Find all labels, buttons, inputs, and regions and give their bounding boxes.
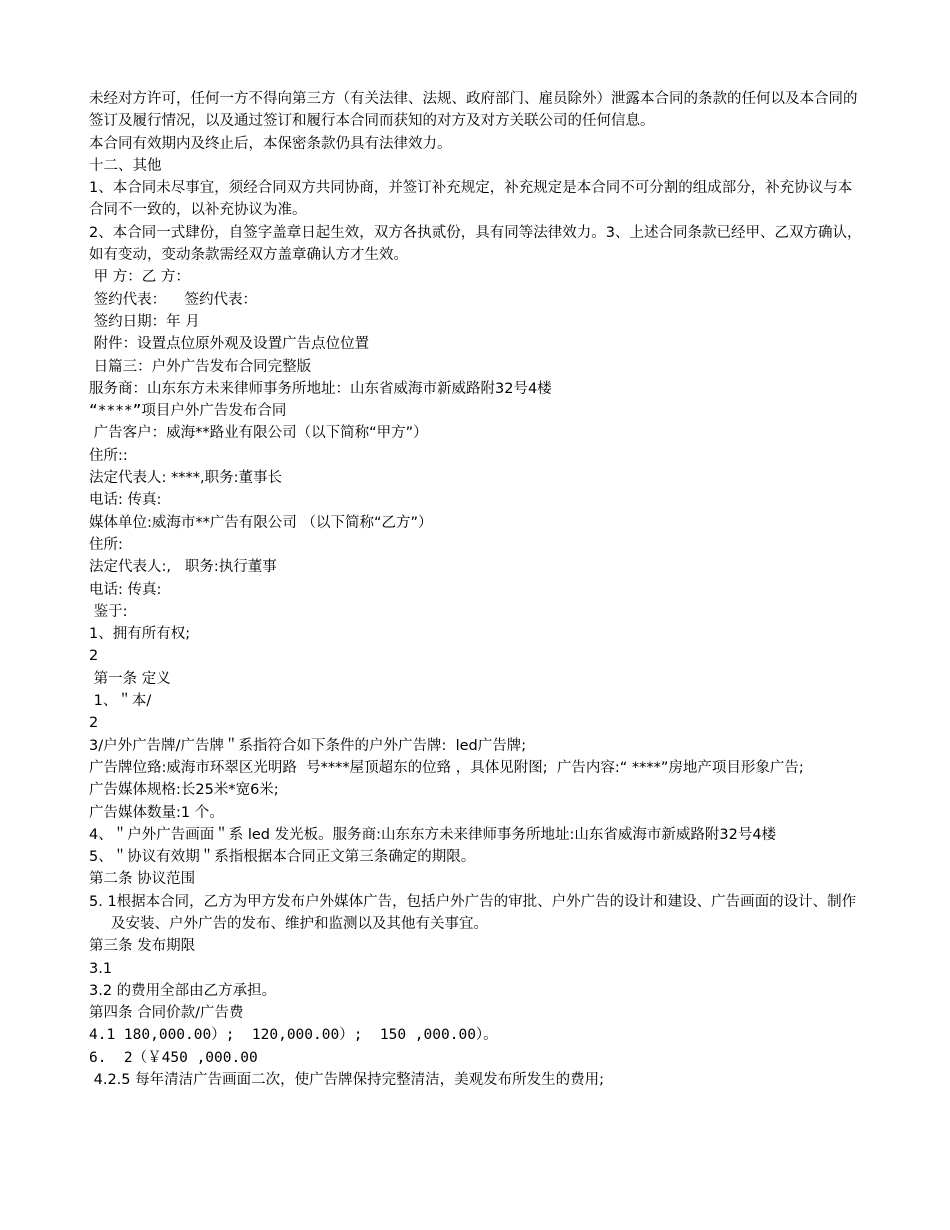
definition-item-1: 1、＂本/ bbox=[89, 693, 152, 710]
media-unit-line: 媒体单位:威海市**广告有限公司 （以下简称“乙方”） bbox=[89, 514, 433, 531]
billboard-location: 广告牌位臵:威海市环翠区光明路 号****屋顶超东的位臵 ，具体见附图; 广告内容:“ ****”房地产项目形象广告; bbox=[89, 759, 804, 776]
service-provider-line: 服务商：山东东方未来律师事务所地址：山东省威海市新威路附32号4楼 bbox=[89, 380, 552, 397]
definition-item-5: 5、＂协议有效期＂系指根据本合同正文第三条确定的期限。 bbox=[89, 849, 476, 866]
cleaning-clause: 4.2.5 每年清洁广告画面二次，使广告牌保持完整清洁，美观发布所发生的费用; bbox=[89, 1072, 604, 1089]
price-total: 6. 2（￥450 ,000.00 bbox=[89, 1049, 258, 1066]
whereas-item-2: 2 bbox=[89, 648, 99, 665]
client-address: 住所:: bbox=[89, 447, 128, 464]
media-address: 住所: bbox=[89, 536, 123, 553]
media-spec: 广告媒体规格:长25米*宽6米; bbox=[89, 782, 279, 799]
article-two-heading: 第二条 协议范围 bbox=[89, 871, 196, 888]
media-phone-fax: 电话: 传真: bbox=[89, 581, 162, 598]
client-legal-rep: 法定代表人: ****,职务:董事长 bbox=[89, 470, 282, 487]
definition-item-3: 3/户外广告牌/广告牌＂系指符合如下条件的户外广告牌: led广告牌; bbox=[89, 737, 527, 754]
contract-title: “****”项目户外广告发布合同 bbox=[89, 403, 287, 420]
other-clause-1: 1、本合同未尽事宜，须经合同双方共同协商，并签订补充规定，补充规定是本合同不可分割的组成部分，补充协议与本合同不一致的，以补充协议为准。 bbox=[89, 180, 853, 219]
media-legal-rep: 法定代表人:, 职务:执行董事 bbox=[89, 559, 277, 576]
party-line: 甲 方：乙 方： bbox=[89, 269, 190, 286]
definition-item-4: 4、＂户外广告画面＂系 led 发光板。服务商:山东东方未来律师事务所地址:山东省威海市新威路附32号4楼 bbox=[89, 826, 777, 843]
term-item-3-1: 3.1 bbox=[89, 960, 113, 977]
article-one-heading: 第一条 定义 bbox=[89, 670, 171, 687]
whereas-item-1: 1、拥有所有权; bbox=[89, 626, 191, 643]
scope-clause: 5. 1根据本合同，乙方为甲方发布户外媒体广告，包括户外广告的审批、户外广告的设计和建设、广告画面的设计、制作及安装、户外广告的发布、维护和监测以及其他有关事宜。 bbox=[89, 893, 857, 932]
whereas-heading: 鉴于: bbox=[89, 603, 128, 620]
media-quantity: 广告媒体数量:1 个。 bbox=[89, 804, 224, 821]
signing-representative-line: 签约代表： 签约代表： bbox=[89, 291, 258, 308]
section-twelve-heading: 十二、其他 bbox=[89, 157, 162, 174]
confidentiality-validity: 本合同有效期内及终止后，本保密条款仍具有法律效力。 bbox=[89, 135, 452, 152]
article-four-heading: 第四条 合同价款/广告费 bbox=[89, 1005, 244, 1022]
other-clause-2: 2、本合同一式肆份，自签字盖章日起生效，双方各执贰份，具有同等法律效力。3、上述合同条款已经甲、乙双方确认，如有变动，变动条款需经双方盖章确认方才生效。 bbox=[89, 224, 862, 264]
price-item-4-1: 4.1 180,000.00）; 120,000.00）; 150 ,000.00）。 bbox=[89, 1027, 498, 1044]
article-three-heading: 第三条 发布期限 bbox=[89, 938, 196, 955]
attachment-line: 附件：设置点位原外观及设置广告点位位置 bbox=[89, 336, 370, 353]
part-three-heading: 日篇三：户外广告发布合同完整版 bbox=[89, 358, 312, 375]
client-line: 广告客户：威海**路业有限公司（以下简称“甲方”） bbox=[89, 425, 428, 442]
document-page bbox=[89, 88, 864, 1091]
signing-date-line: 签约日期：年 月 bbox=[89, 313, 200, 330]
confidentiality-clause: 未经对方许可，任何一方不得向第三方（有关法律、法规、政府部门、雇员除外）泄露本合同的条款的任何以及本合同的签订及履行情况，以及通过签订和履行本合同而获知的对方及对方关联公司的任何信息。 bbox=[89, 91, 858, 130]
term-item-3-2: 3.2 的费用全部由乙方承担。 bbox=[89, 982, 277, 999]
client-phone-fax: 电话: 传真: bbox=[89, 492, 162, 509]
definition-item-2: 2 bbox=[89, 715, 99, 732]
